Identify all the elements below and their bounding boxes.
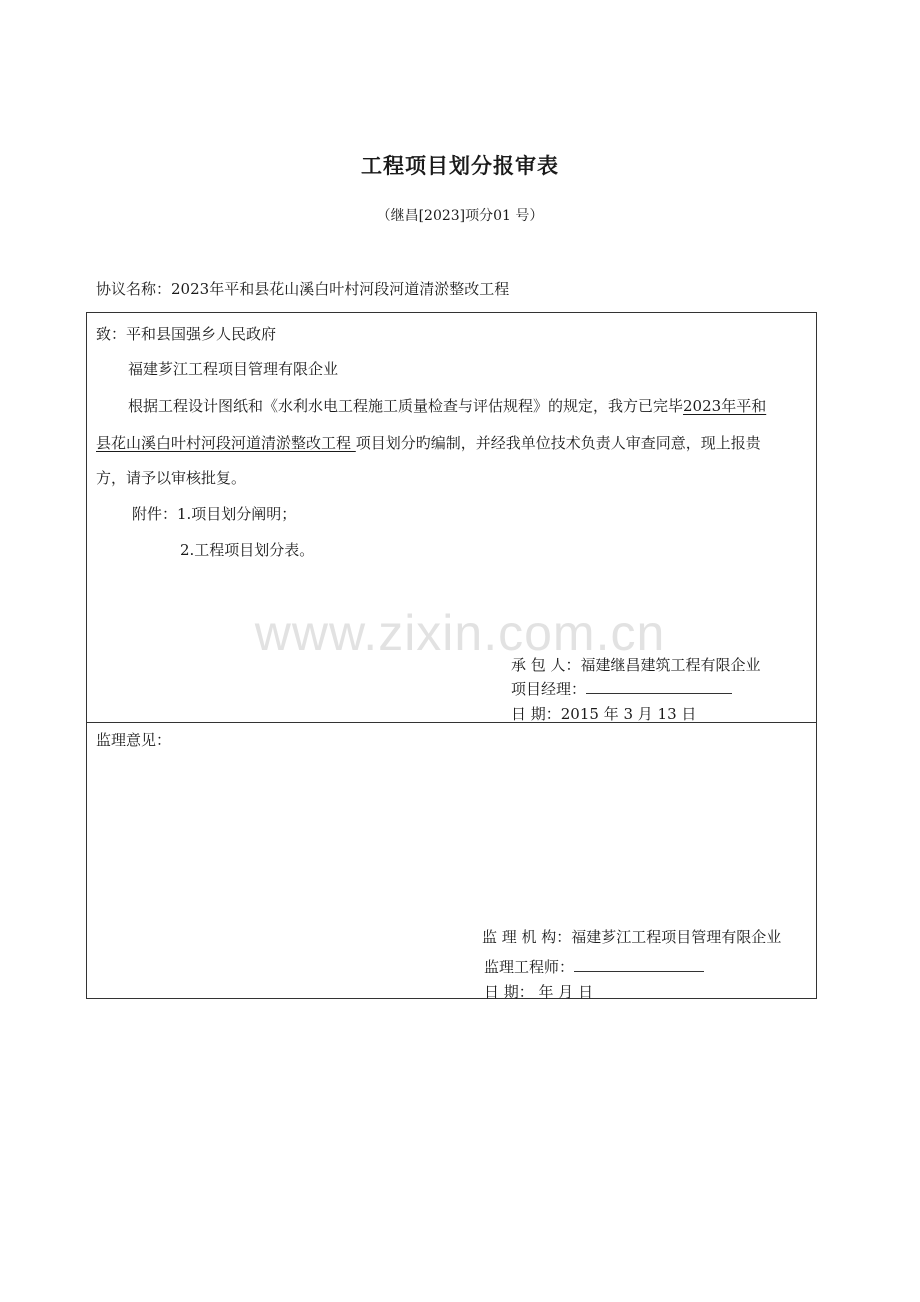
body-text-2: 项目划分旳编制，并经我单位技术负责人审查同意，现上报贵 <box>355 434 761 452</box>
engineer-line <box>484 956 704 977</box>
contractor-date: 日 期：2015 年 3 月 13 日 <box>511 705 697 723</box>
contractor-line: 承 包 人：福建继昌建筑工程有限企业 <box>511 656 761 674</box>
engineer-label: 监理工程师： <box>484 958 575 976</box>
agreement-label: 协议名称： <box>96 280 172 298</box>
cc-line: 福建芗江工程项目管理有限企业 <box>128 360 339 378</box>
form-title: 工程项目划分报审表 <box>361 153 559 178</box>
supervision-org: 监 理 机 构：福建芗江工程项目管理有限企业 <box>482 928 782 946</box>
body-line-1 <box>128 395 766 416</box>
manager-line <box>511 678 732 699</box>
project-name-underlined-2: 县花山溪白叶村河段河道清淤整改工程 <box>96 434 356 452</box>
addressee-line: 致：平和县国强乡人民政府 <box>96 325 277 343</box>
opinion-label: 监理意见： <box>96 731 172 749</box>
agreement-name: 2023年平和县花山溪白叶村河段河道清淤整改工程 <box>171 280 510 298</box>
supervision-date: 日 期： 年 月 日 <box>484 983 594 1001</box>
body-text-1: 根据工程设计图纸和《水利水电工程施工质量检查与评估规程》的规定，我方已完毕 <box>128 397 684 415</box>
agreement-line <box>96 278 509 299</box>
body-line-2 <box>96 432 761 453</box>
attachment-1: 附件：1.项目划分阐明； <box>132 505 297 523</box>
attachment-2: 2.工程项目划分表。 <box>180 541 315 559</box>
project-name-underlined-1: 2023年平和 <box>683 397 767 415</box>
section-divider <box>86 722 817 723</box>
engineer-signature-blank <box>574 957 704 972</box>
watermark: www.zixin.com.cn <box>254 605 666 661</box>
form-number: （继昌[2023]项分01 号） <box>376 208 544 224</box>
manager-label: 项目经理： <box>511 680 587 698</box>
body-line-3: 方，请予以审核批复。 <box>96 469 247 487</box>
manager-signature-blank <box>586 679 732 694</box>
